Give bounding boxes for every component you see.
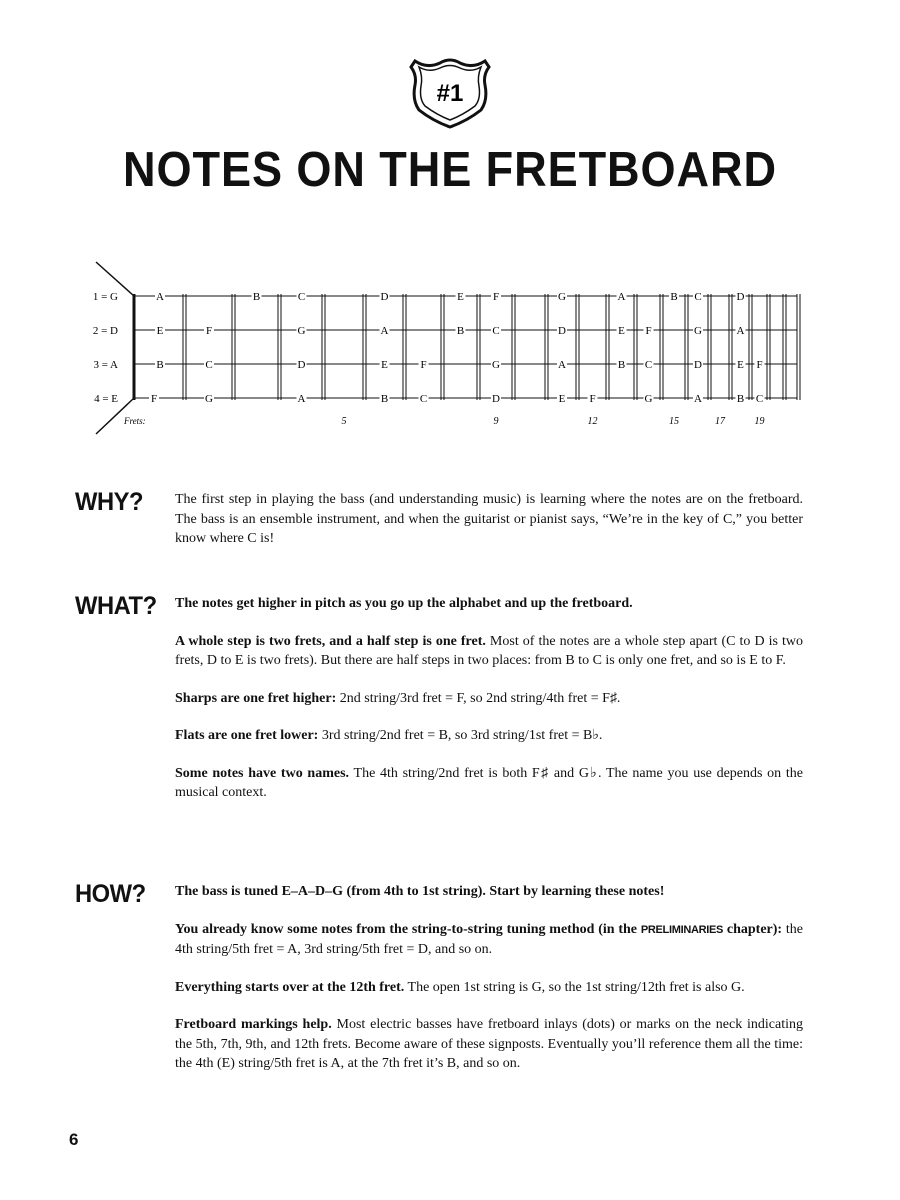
note-label: G: [297, 325, 306, 337]
note-label: D: [380, 291, 389, 303]
note-label: F: [205, 325, 213, 337]
note-label: A: [380, 325, 389, 337]
note-label: E: [737, 359, 744, 371]
note-label: C: [644, 359, 653, 371]
note-label: B: [252, 291, 261, 303]
note-label: G: [644, 393, 653, 405]
note-label: C: [694, 291, 702, 303]
fret-number: 5: [341, 416, 347, 427]
note-label: D: [558, 325, 566, 337]
note-label: E: [457, 291, 464, 303]
note-label: G: [205, 393, 213, 405]
why-body: [175, 490, 803, 567]
what-body: [175, 594, 803, 821]
string-label: 3 = A: [93, 359, 118, 371]
note-label: G: [558, 291, 566, 303]
badge-label: #1: [436, 80, 464, 107]
note-label: B: [736, 393, 745, 405]
string-label: 2 = D: [92, 325, 118, 337]
fret-number: 12: [587, 416, 598, 427]
fretboard-labels: [93, 290, 765, 427]
note-label: F: [645, 325, 652, 337]
note-label: F: [589, 393, 596, 405]
fretboard-lines: [96, 262, 800, 434]
how-heading: HOW?: [75, 880, 146, 908]
what-paragraph-2: Sharps are one fret higher: 2nd string/3rd fret = F, so 2nd string/4th fret = F♯.: [175, 690, 621, 706]
note-label: D: [492, 393, 500, 405]
note-label: C: [205, 359, 213, 371]
note-label: A: [736, 325, 745, 337]
page-number: 6: [69, 1130, 79, 1149]
note-label: D: [694, 359, 702, 371]
note-label: A: [617, 291, 626, 303]
note-label: B: [617, 359, 626, 371]
string-label: 1 = G: [92, 291, 118, 303]
what-lead: The notes get higher in pitch as you go up the alphabet and up the fretboard.: [175, 596, 633, 611]
note-label: C: [419, 393, 428, 405]
fretboard-diagram: [70, 258, 830, 438]
note-label: E: [156, 325, 164, 337]
note-label: F: [420, 359, 427, 371]
note-label: C: [755, 393, 764, 405]
why-paragraph: The first step in playing the bass (and understanding music) is learning where the notes are on the fretboard. The bass is an ensemble instrument, and when the guitarist or pianist says, “We’re in the key of C,” you better know where C is!: [175, 492, 803, 546]
what-paragraph-4: Some notes have two names. The 4th string/2nd fret is both F♯ and G♭. The name you use depends on the musical context.: [175, 765, 803, 800]
page-title: NOTES ON THE FRETBOARD: [123, 143, 777, 197]
what-paragraph-1: A whole step is two frets, and a half step is one fret. Most of the notes are a whole step apart (C to D is two frets, D to E is two frets). But there are half steps in two places: from B to C is only one fret, and so is E to F.: [175, 633, 803, 668]
note-label: G: [694, 325, 702, 337]
how-lead: The bass is tuned E–A–D–G (from 4th to 1st string). Start by learning these notes!: [175, 884, 665, 899]
frets-label: Frets:: [124, 416, 146, 426]
shield-icon: [405, 55, 495, 130]
note-label: A: [694, 393, 702, 405]
how-paragraph-1: You already know some notes from the string-to-string tuning method (in the PRELIMINARIES chapter): the 4th string/5th fret = A, 3rd string/5th fret = D, and so on.: [175, 921, 803, 957]
note-label: D: [297, 359, 306, 371]
note-label: F: [756, 359, 763, 371]
note-label: C: [297, 291, 306, 303]
note-label: D: [736, 291, 745, 303]
note-label: E: [618, 325, 625, 337]
note-label: F: [150, 393, 158, 405]
how-body: [175, 882, 803, 1092]
string-label: 4 = E: [94, 393, 118, 405]
why-heading: WHY?: [75, 488, 144, 516]
how-paragraph-2: Everything starts over at the 12th fret. The open 1st string is G, so the 1st string/12th fret is also G.: [175, 979, 745, 995]
fret-number: 15: [669, 416, 679, 427]
what-paragraph-3: Flats are one fret lower: 3rd string/2nd fret = B, so 3rd string/1st fret = B♭.: [175, 728, 603, 743]
chapter-badge: [405, 55, 495, 130]
fret-number: 9: [493, 416, 499, 427]
note-label: G: [492, 359, 500, 371]
note-label: C: [492, 325, 500, 337]
note-label: B: [156, 359, 164, 371]
note-label: B: [456, 325, 465, 337]
note-label: A: [558, 359, 566, 371]
note-label: E: [558, 393, 566, 405]
note-label: A: [156, 291, 164, 303]
note-label: E: [381, 359, 388, 371]
note-label: B: [380, 393, 389, 405]
how-paragraph-3: Fretboard markings help. Most electric basses have fretboard inlays (dots) or marks on the neck indicating the 5th, 7th, 9th, and 12th frets. Become aware of these signposts. Eventually you’ll reference them all the time: the 4th (E) string/5th fret is A, at the 7th fret it’s B, and so on.: [175, 1017, 803, 1071]
note-label: F: [492, 291, 500, 303]
note-label: B: [670, 291, 678, 303]
note-label: A: [297, 393, 306, 405]
what-heading: WHAT?: [75, 592, 157, 620]
fret-number: 17: [715, 416, 725, 427]
fret-number: 19: [754, 416, 765, 427]
